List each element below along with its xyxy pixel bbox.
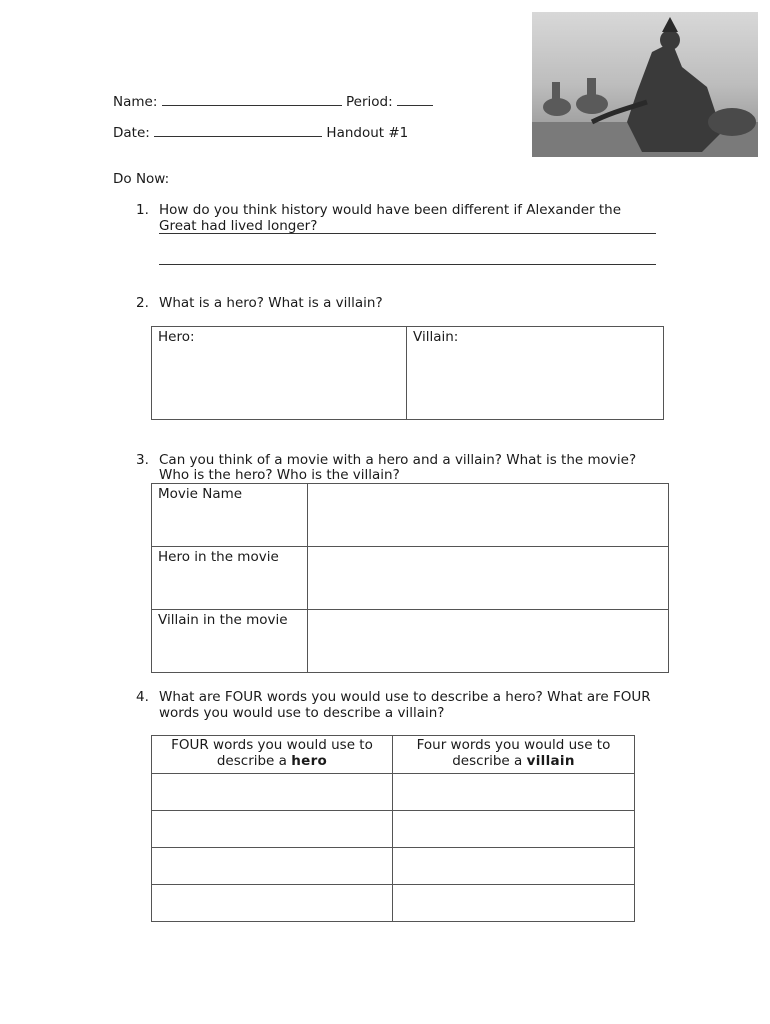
question-text: What are FOUR words you would use to describe a hero? What are FOUR — [159, 689, 651, 705]
hero-cell[interactable] — [152, 327, 407, 420]
hero-villain-table — [151, 326, 664, 420]
do-now-heading: Do Now: — [113, 171, 170, 187]
hero-word-cell[interactable] — [152, 811, 393, 848]
villain-word-cell[interactable] — [393, 811, 635, 848]
question-number: 1. — [136, 202, 149, 218]
question-number: 3. — [136, 452, 149, 468]
header-prefix: describe a — [216, 753, 292, 769]
date-handout-row — [113, 124, 408, 141]
question-text: words you would use to describe a villain? — [159, 705, 445, 721]
movie-name-label: Movie Name — [152, 484, 308, 547]
question-number: 4. — [136, 689, 149, 705]
date-label: Date: — [113, 125, 150, 141]
four-words-table — [151, 735, 635, 922]
villain-cell[interactable] — [407, 327, 664, 420]
villain-label: Villain: — [413, 329, 459, 345]
villain-word-cell[interactable] — [393, 885, 635, 922]
hero-word-cell[interactable] — [152, 885, 393, 922]
movie-table — [151, 483, 669, 673]
warrior-on-horseback-image — [532, 12, 758, 157]
header-bold-word: hero — [291, 753, 328, 769]
period-field[interactable] — [397, 93, 433, 106]
question-text: Who is the hero? Who is the villain? — [159, 467, 400, 483]
movie-villain-answer[interactable] — [308, 610, 669, 673]
header-photo — [532, 12, 758, 157]
name-label: Name: — [113, 94, 158, 110]
hero-word-cell[interactable] — [152, 848, 393, 885]
question-text: What is a hero? What is a villain? — [159, 295, 383, 311]
hero-words-header — [152, 736, 393, 774]
name-field[interactable] — [162, 93, 342, 106]
movie-villain-label: Villain in the movie — [152, 610, 308, 673]
villain-word-cell[interactable] — [393, 774, 635, 811]
header-text: FOUR words you would use to — [171, 737, 373, 753]
answer-line[interactable] — [159, 233, 656, 234]
answer-line[interactable] — [159, 264, 656, 265]
header-text — [158, 753, 386, 769]
movie-name-answer[interactable] — [308, 484, 669, 547]
question-number: 2. — [136, 295, 149, 311]
header-text: Four words you would use to — [416, 737, 611, 753]
period-label: Period: — [345, 94, 393, 110]
name-period-row — [113, 93, 433, 110]
question-text: Can you think of a movie with a hero and a villain? What is the movie? — [159, 452, 637, 468]
hero-word-cell[interactable] — [152, 774, 393, 811]
header-bold-word: villain — [526, 753, 575, 769]
hero-label: Hero: — [158, 329, 195, 345]
villain-word-cell[interactable] — [393, 848, 635, 885]
question-text: Great had lived longer? — [159, 218, 318, 234]
header-text — [399, 753, 628, 769]
movie-hero-label: Hero in the movie — [152, 547, 308, 610]
handout-label: Handout #1 — [326, 125, 409, 141]
question-text: How do you think history would have been different if Alexander the — [159, 202, 622, 218]
date-field[interactable] — [154, 124, 322, 137]
movie-hero-answer[interactable] — [308, 547, 669, 610]
header-prefix: describe a — [452, 753, 527, 769]
villain-words-header — [393, 736, 635, 774]
